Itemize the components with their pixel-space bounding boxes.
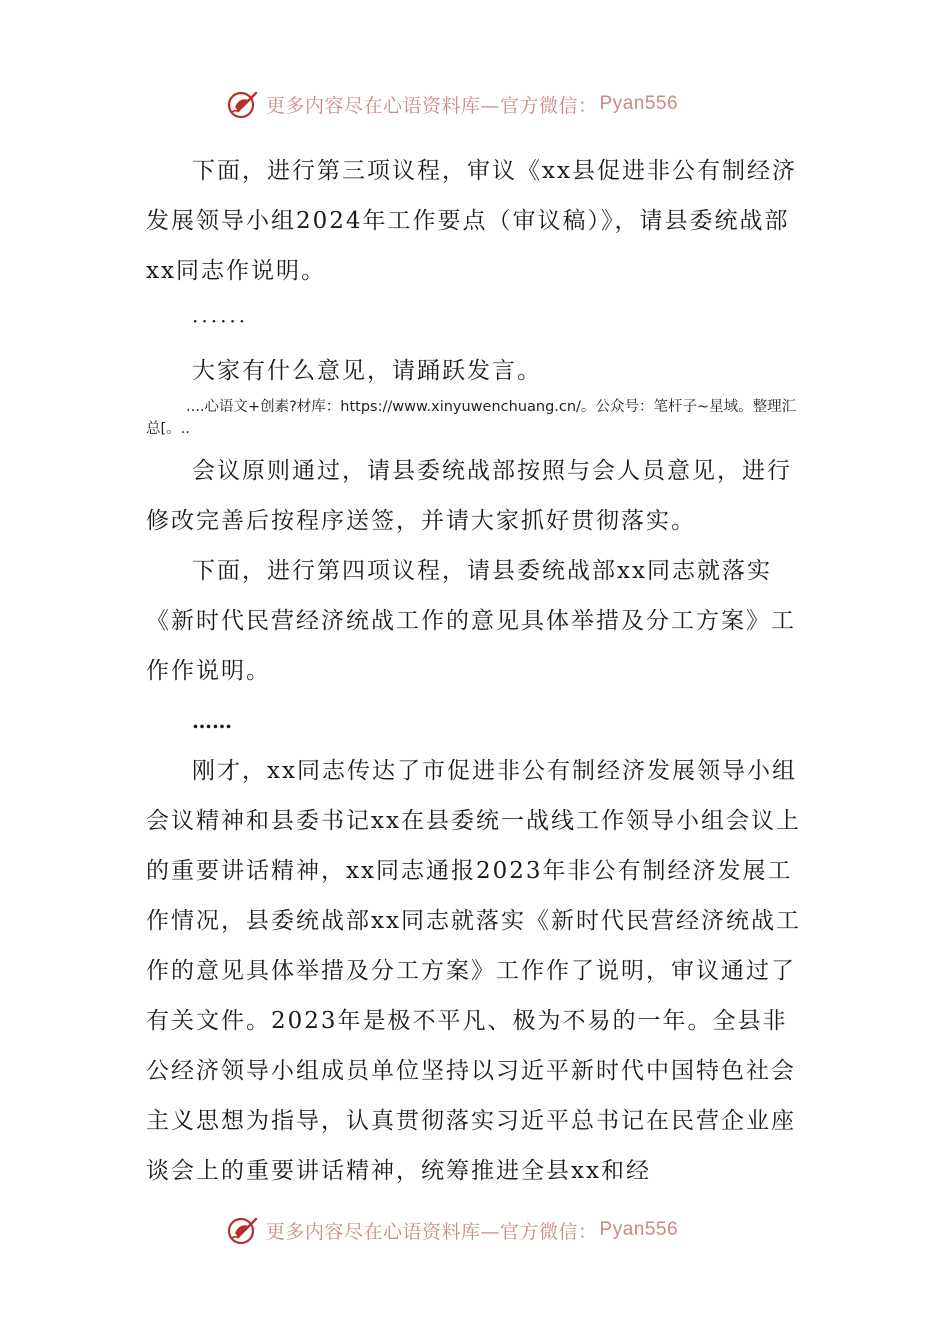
watermark-text: 更多内容尽在心语资料库—官方微信： — [266, 1220, 598, 1243]
paragraph-agenda-three: 下面，进行第三项议程，审议《xx县促进非公有制经济发展领导小组2024年工作要点（审议稿）》，请县委统战部xx同志作说明。 — [146, 158, 797, 284]
ellipsis-2: …… — [192, 709, 232, 733]
pen-seal-icon — [226, 87, 260, 121]
header-watermark — [226, 86, 678, 122]
footer-watermark — [226, 1212, 678, 1248]
paragraph-agenda-four: 下面，进行第四项议程，请县委统战部xx同志就落实《新时代民营经济统战工作的意见具体举措及分工方案》工作作说明。 — [146, 558, 796, 684]
ellipsis-1: ······ — [192, 309, 249, 333]
paragraph-call-for-comments: 大家有什么意见，请踊跃发言。 — [192, 358, 542, 384]
watermark-handle: Pyan556 — [599, 1219, 679, 1240]
paragraph-summary: 刚才，xx同志传达了市促进非公有制经济发展领导小组会议精神和县委书记xx在县委统一战线工作领导小组会议上的重要讲话精神，xx同志通报2023年非公有制经济发展工作情况，县委统战部xx同志就落实《新时代民营经济统战工作的意见具体举措及分工方案》工作作了说明，审议通过了有关文件。2023年是极不平凡、极为不易的一年。全县非公经济领导小组成员单位坚持以习近平新时代中国特色社会主义思想为指导，认真贯彻落实习近平总书记在民营企业座谈会上的重要讲话精神，统筹推进全县xx和经 — [146, 758, 801, 1184]
source-note: ....心语文+创素?材库：https://www.xinyuwenchuang.cn/。公众号：笔杆子~星域。整理汇总[。.. — [146, 399, 797, 437]
pen-seal-icon — [226, 1213, 260, 1247]
paragraph-approval: 会议原则通过，请县委统战部按照与会人员意见，进行修改完善后按程序送签，并请大家抓好贯彻落实。 — [146, 458, 792, 534]
watermark-text: 更多内容尽在心语资料库—官方微信： — [266, 94, 598, 117]
document-body — [146, 146, 806, 1196]
watermark-handle: Pyan556 — [599, 93, 679, 114]
